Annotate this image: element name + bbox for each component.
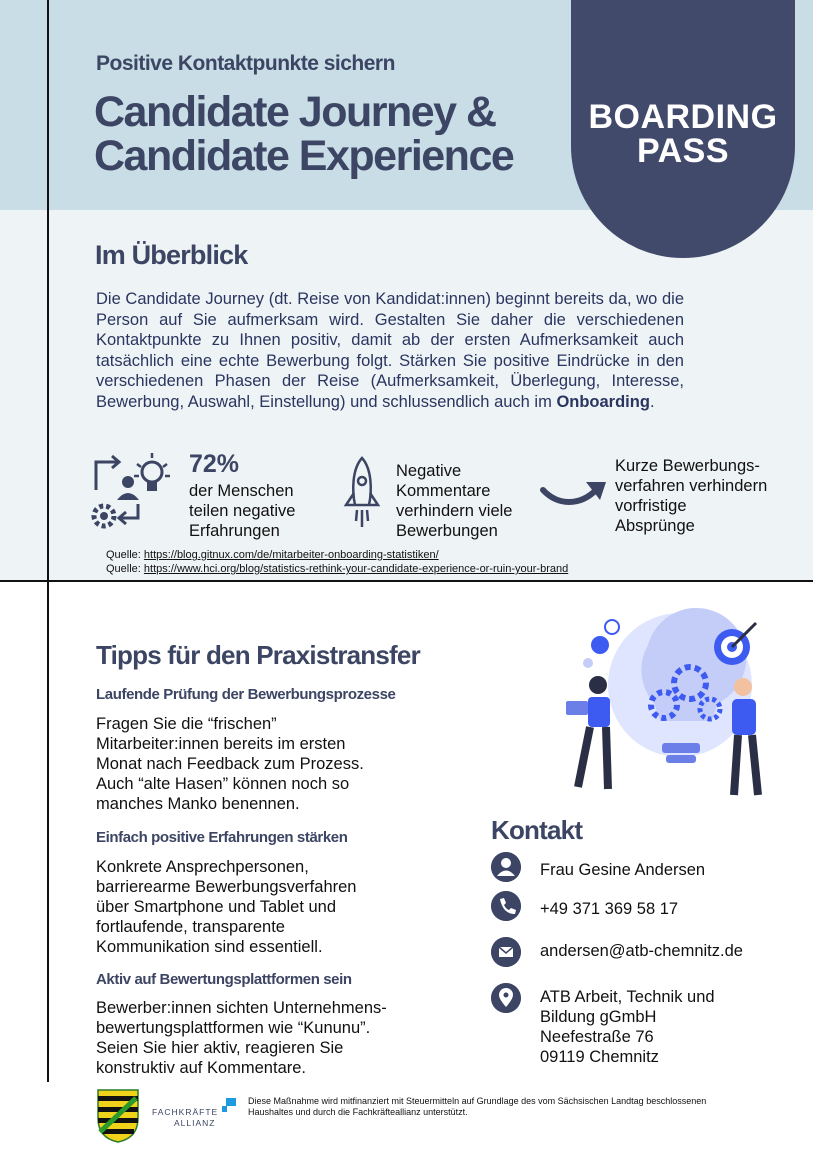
tip1-line: Fragen Sie die “frischen” (96, 715, 277, 733)
source-1 (106, 549, 439, 561)
saxony-coat-of-arms-icon (96, 1088, 140, 1144)
divider-vertical-bottom (47, 582, 49, 1082)
location-pin-icon (491, 983, 521, 1013)
stat2-line: Negative (396, 462, 462, 480)
stat3-line: Absprünge (615, 517, 695, 535)
intro-bold: Onboarding (556, 392, 650, 411)
contact-email[interactable]: andersen@atb-chemnitz.de (540, 942, 743, 960)
header-subtitle: Positive Kontaktpunkte sichern (96, 52, 395, 75)
stat2-line: Kommentare (396, 482, 491, 500)
stat3-line: verfahren verhindern (615, 477, 768, 495)
tips-heading: Tipps für den Praxistransfer (96, 640, 420, 670)
contact-name: Frau Gesine Andersen (540, 861, 706, 879)
page-title-line1: Candidate Journey & (94, 88, 496, 136)
divider-vertical-top (47, 0, 49, 580)
tip2-line: fortlaufende, transparente (96, 918, 285, 936)
tip2-line: über Smartphone und Tablet und (96, 898, 337, 916)
source-link-2[interactable]: https://www.hci.org/blog/statistics-rethink-your-candidate-experience-or-ruin-your-brand (143, 563, 569, 575)
tip1-title: Laufende Prüfung der Bewerbungsprozesse (96, 686, 396, 703)
fachkraefte-allianz-logo (152, 1107, 218, 1129)
tip3-line: konstruktiv auf Kommentare. (96, 1059, 307, 1077)
stat1-line: der Menschen (189, 482, 294, 500)
address-line: Bildung gGmbH (540, 1008, 657, 1026)
contact-address (540, 987, 715, 1067)
contact-heading: Kontakt (491, 815, 583, 845)
page-title (94, 90, 513, 178)
tip2-text (96, 857, 436, 957)
source-link-1[interactable]: https://blog.gitnux.com/de/mitarbeiter-onboarding-statistiken/ (143, 549, 439, 561)
person-icon (491, 852, 521, 882)
stat3-line: vorfristige (615, 497, 687, 515)
tip2-title: Einfach positive Erfahrungen stärken (96, 829, 348, 846)
allianz-logo-mark (222, 1098, 236, 1112)
stat1-line: Erfahrungen (189, 522, 280, 540)
page-title-line2: Candidate Experience (94, 132, 514, 180)
idea-lightbulb-illustration (560, 605, 780, 810)
stat1-line: teilen negative (189, 502, 296, 520)
intro-text: Die Candidate Journey (dt. Reise von Kandidat:innen) beginnt bereits da, wo die Person auf Sie aufmerksam wird. Gestalten Sie daher die verschiedenen Kontaktpunkte zu Ihnen positiv, damit ab der ersten Aufmerksamkeit auch tatsächlich eine echte Bewerbung folgt. Stärken Sie positive Eindrücke in den verschiedenen Phasen der Reise (Aufmerksamkeit, Überlegung, Interesse, Bewerbung, Auswahl, Einstellung) und schlussendlich auch im (96, 290, 684, 411)
intro-end: . (649, 392, 655, 411)
overview-heading: Im Überblick (95, 240, 248, 270)
process-gears-icon (88, 450, 180, 534)
tip3-title: Aktiv auf Bewertungsplattformen sein (96, 971, 352, 988)
tip1-line: manches Manko benennen. (96, 795, 300, 813)
stat1-text (189, 481, 295, 541)
stat3-line: Kurze Bewerbungs- (615, 457, 760, 475)
logo-line2: ALLIANZ (174, 1118, 216, 1128)
tip1-text (96, 714, 436, 814)
overview-intro (96, 289, 684, 412)
rocket-icon (342, 455, 382, 531)
boarding-pass-label (571, 100, 795, 168)
contact-phone[interactable]: +49 371 369 58 17 (540, 900, 679, 918)
tip2-line: barrierearme Bewerbungsverfahren (96, 878, 357, 896)
phone-icon (491, 891, 521, 921)
stat2-line: Bewerbungen (396, 522, 498, 540)
tip2-line: Kommunikation sind essentiell. (96, 938, 323, 956)
tip3-line: bewertungsplattformen wie “Kununu”. (96, 1019, 371, 1037)
source-label: Quelle: (106, 549, 141, 561)
source-label: Quelle: (106, 563, 141, 575)
tip3-text (96, 998, 456, 1078)
stat2-line: verhindern viele (396, 502, 513, 520)
tip1-line: Monat nach Feedback zum Prozess. (96, 755, 364, 773)
source-2 (106, 563, 568, 575)
tip2-line: Konkrete Ansprechpersonen, (96, 858, 309, 876)
stat1-number: 72% (189, 450, 240, 478)
tip3-line: Seien Sie hier aktiv, reagieren Sie (96, 1039, 344, 1057)
tip3-line: Bewerber:innen sichten Unternehmens- (96, 999, 387, 1017)
logo-line1: FACHKRÄFTE (152, 1107, 219, 1117)
address-line: 09119 Chemnitz (540, 1048, 659, 1066)
tip1-line: Auch “alte Hasen” können noch so (96, 775, 350, 793)
mail-icon (491, 937, 521, 967)
badge-line1: BOARDING (588, 98, 778, 136)
divider-horizontal (0, 580, 813, 582)
badge-line2: PASS (636, 132, 730, 170)
funding-notice: Diese Maßnahme wird mitfinanziert mit Steuermitteln auf Grundlage des vom Sächsischen Landtag beschlossenen Haushaltes und durch die Fachkräfteallianz unterstützt. (248, 1096, 707, 1117)
address-line: ATB Arbeit, Technik und (540, 988, 715, 1006)
curved-arrow-icon (540, 476, 610, 510)
stat3-text (615, 456, 767, 536)
stat2-text (396, 461, 512, 541)
tip1-line: Mitarbeiter:innen bereits im ersten (96, 735, 346, 753)
address-line: Neefestraße 76 (540, 1028, 654, 1046)
